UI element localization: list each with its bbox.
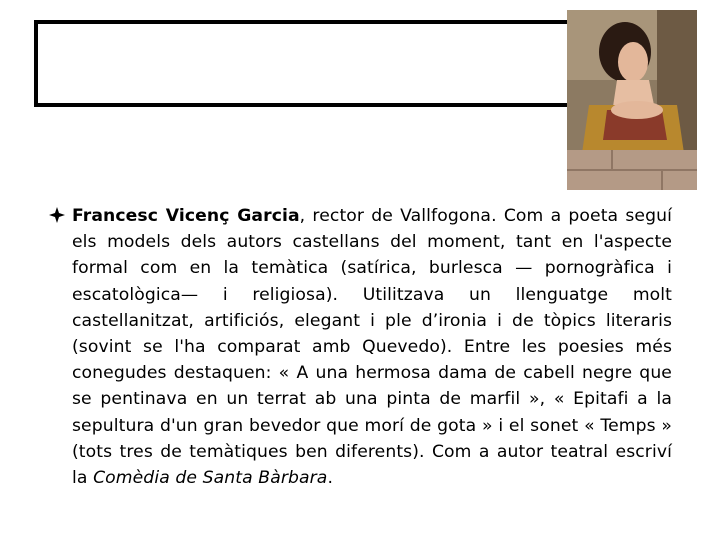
- author-name: Francesc Vicenç Garcia: [72, 206, 300, 226]
- title-placeholder: [34, 20, 580, 107]
- portrait-painting: [567, 10, 697, 190]
- paragraph-text: , rector de Vallfogona. Com a poeta seguí els models dels autors castellans del moment, tant en l'aspecte formal com en la temàtica (satírica, burlesca — pornogràfica i escatològica— i religiosa). Utilitzava un llenguatge molt castellanitzat, artificiós, elegant i ple d’ironia i de tòpics literaris (sovint se l'ha comparat amb Quevedo). Entre les poesies més conegudes destaquen: « A una hermosa dama de cabell negre que se pentinava en un terrat ab una pinta de marfil », « Epitafi a la sepultura d'un gran bevedor que morí de gota » i el sonet « Temps » (tots tres de temàtiques ben diferents). Com a autor teatral escriví la: [72, 206, 672, 489]
- body-paragraph: [72, 203, 672, 491]
- bullet-item: [48, 203, 672, 491]
- diamond-bullet-icon: [48, 206, 66, 224]
- work-title: Comèdia de Santa Bàrbara: [93, 468, 328, 489]
- paragraph-end: .: [327, 468, 334, 489]
